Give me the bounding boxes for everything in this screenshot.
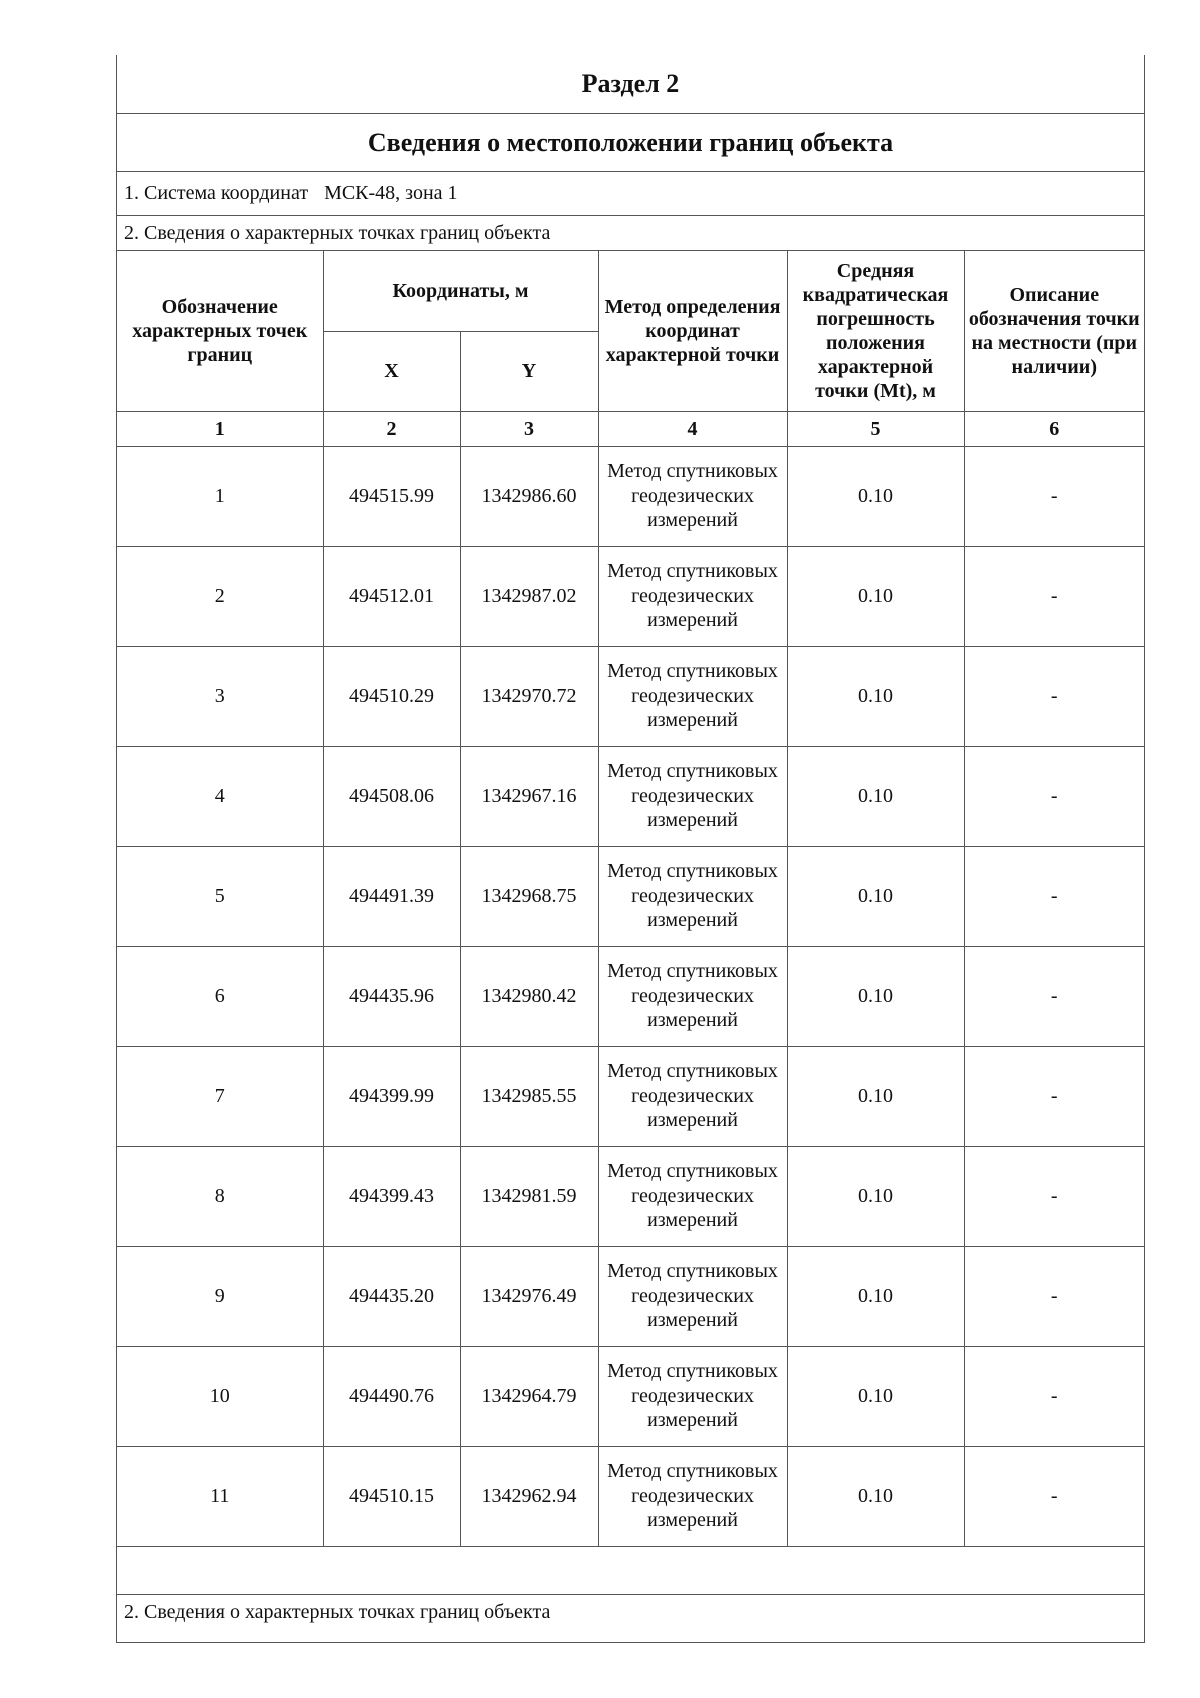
- point-number-cell: 3: [117, 646, 323, 746]
- method-cell: Метод спутниковых геодезических измерений: [598, 1346, 787, 1446]
- document-page: [116, 55, 1145, 1643]
- point-number-cell: 2: [117, 546, 323, 646]
- point-number-cell: 10: [117, 1346, 323, 1446]
- error-cell: 0.10: [787, 1146, 964, 1246]
- column-number: 1: [117, 411, 323, 446]
- column-number: 4: [598, 411, 787, 446]
- table-row: [117, 1246, 1144, 1346]
- y-coordinate-cell: 1342985.55: [460, 1046, 598, 1146]
- column-number: 2: [323, 411, 460, 446]
- method-cell: Метод спутниковых геодезических измерений: [598, 1146, 787, 1246]
- column-number: 6: [964, 411, 1144, 446]
- section-title: Раздел 2: [117, 55, 1144, 114]
- description-cell: -: [964, 1146, 1144, 1246]
- point-number-cell: 9: [117, 1246, 323, 1346]
- x-coordinate-cell: 494490.76: [323, 1346, 460, 1446]
- point-number-cell: 1: [117, 446, 323, 546]
- table-row: [117, 646, 1144, 746]
- y-coordinate-cell: 1342962.94: [460, 1446, 598, 1546]
- x-coordinate-cell: 494510.29: [323, 646, 460, 746]
- point-number-cell: 5: [117, 846, 323, 946]
- y-coordinate-cell: 1342987.02: [460, 546, 598, 646]
- x-coordinate-cell: 494491.39: [323, 846, 460, 946]
- description-cell: -: [964, 946, 1144, 1046]
- table-row: [117, 1446, 1144, 1546]
- error-cell: 0.10: [787, 846, 964, 946]
- coordinate-system-value: МСК-48, зона 1: [324, 182, 458, 204]
- description-cell: -: [964, 1346, 1144, 1446]
- coordinate-system-line: [117, 172, 1144, 216]
- coordinate-system-label: 1. Система координат: [124, 182, 309, 204]
- table-row: [117, 1346, 1144, 1446]
- description-cell: -: [964, 746, 1144, 846]
- x-coordinate-cell: 494399.43: [323, 1146, 460, 1246]
- error-cell: 0.10: [787, 646, 964, 746]
- method-cell: Метод спутниковых геодезических измерений: [598, 1046, 787, 1146]
- x-coordinate-cell: 494435.96: [323, 946, 460, 1046]
- x-coordinate-cell: 494508.06: [323, 746, 460, 846]
- method-cell: Метод спутниковых геодезических измерений: [598, 1246, 787, 1346]
- error-cell: 0.10: [787, 446, 964, 546]
- boundary-points-table: [117, 251, 1144, 1547]
- error-cell: 0.10: [787, 1246, 964, 1346]
- y-coordinate-cell: 1342986.60: [460, 446, 598, 546]
- y-coordinate-cell: 1342964.79: [460, 1346, 598, 1446]
- footer-points-heading: 2. Сведения о характерных точках границ объекта: [124, 1601, 551, 1623]
- error-cell: 0.10: [787, 1046, 964, 1146]
- error-cell: 0.10: [787, 1346, 964, 1446]
- point-number-cell: 8: [117, 1146, 323, 1246]
- header-coordinates: Координаты, м: [323, 251, 598, 331]
- method-cell: Метод спутниковых геодезических измерений: [598, 846, 787, 946]
- error-cell: 0.10: [787, 1446, 964, 1546]
- table-row: [117, 1146, 1144, 1246]
- header-y: Y: [460, 331, 598, 411]
- point-number-cell: 7: [117, 1046, 323, 1146]
- object-title: Сведения о местоположении границ объекта: [117, 114, 1144, 172]
- method-cell: Метод спутниковых геодезических измерений: [598, 1446, 787, 1546]
- header-x: X: [323, 331, 460, 411]
- table-row: [117, 746, 1144, 846]
- x-coordinate-cell: 494435.20: [323, 1246, 460, 1346]
- points-heading: 2. Сведения о характерных точках границ объекта: [117, 216, 1144, 251]
- header-description: Описание обозначения точки на местности (при наличии): [964, 251, 1144, 411]
- table-row: [117, 946, 1144, 1046]
- y-coordinate-cell: 1342970.72: [460, 646, 598, 746]
- column-number: 5: [787, 411, 964, 446]
- x-coordinate-cell: 494515.99: [323, 446, 460, 546]
- description-cell: -: [964, 1046, 1144, 1146]
- error-cell: 0.10: [787, 946, 964, 1046]
- description-cell: -: [964, 546, 1144, 646]
- method-cell: Метод спутниковых геодезических измерений: [598, 446, 787, 546]
- method-cell: Метод спутниковых геодезических измерений: [598, 746, 787, 846]
- method-cell: Метод спутниковых геодезических измерений: [598, 946, 787, 1046]
- description-cell: -: [964, 1446, 1144, 1546]
- point-number-cell: 11: [117, 1446, 323, 1546]
- method-cell: Метод спутниковых геодезических измерений: [598, 546, 787, 646]
- header-error: Средняя квадратическая погрешность положения характерной точки (Mt), м: [787, 251, 964, 411]
- table-row: [117, 1046, 1144, 1146]
- y-coordinate-cell: 1342967.16: [460, 746, 598, 846]
- column-number: 3: [460, 411, 598, 446]
- method-cell: Метод спутниковых геодезических измерений: [598, 646, 787, 746]
- point-number-cell: 4: [117, 746, 323, 846]
- y-coordinate-cell: 1342968.75: [460, 846, 598, 946]
- table-row: [117, 446, 1144, 546]
- description-cell: -: [964, 846, 1144, 946]
- description-cell: -: [964, 1246, 1144, 1346]
- empty-spacer-band: [117, 1547, 1144, 1595]
- y-coordinate-cell: 1342980.42: [460, 946, 598, 1046]
- header-designation: Обозначение характерных точек границ: [117, 251, 323, 411]
- point-number-cell: 6: [117, 946, 323, 1046]
- y-coordinate-cell: 1342981.59: [460, 1146, 598, 1246]
- description-cell: -: [964, 446, 1144, 546]
- error-cell: 0.10: [787, 746, 964, 846]
- header-method: Метод определения координат характерной точки: [598, 251, 787, 411]
- column-numbers-row: [117, 411, 1144, 446]
- x-coordinate-cell: 494399.99: [323, 1046, 460, 1146]
- table-row: [117, 846, 1144, 946]
- x-coordinate-cell: 494510.15: [323, 1446, 460, 1546]
- error-cell: 0.10: [787, 546, 964, 646]
- description-cell: -: [964, 646, 1144, 746]
- y-coordinate-cell: 1342976.49: [460, 1246, 598, 1346]
- table-row: [117, 546, 1144, 646]
- x-coordinate-cell: 494512.01: [323, 546, 460, 646]
